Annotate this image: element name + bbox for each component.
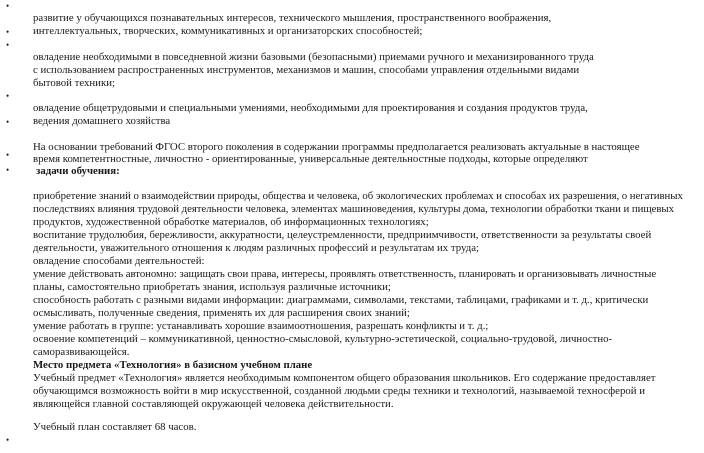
list-item-1-line-1: развитие у обучающихся познавательных интересов, технического мышления, пространственного воображения, <box>33 12 552 24</box>
list-item-2-line-3: бытовой техники; <box>33 77 115 89</box>
task-line: освоение компетенций – коммуникативной, ценностно-смысловой, культурно-эстетической, социально-трудовой, личностно- <box>33 333 613 345</box>
bullet-marker: • <box>6 150 10 160</box>
task-line: планы, самостоятельно приобретать знания, используя различные источники; <box>33 281 391 293</box>
task-line: умение действовать автономно: защищать свои права, интересы, проявлять ответственность, планировать и организовывать личностные <box>33 268 657 280</box>
section-heading: Место предмета «Технология» в базисном учебном плане <box>33 359 313 371</box>
task-line: осмысливать, полученные сведения, применять их для расширения своих знаний; <box>33 307 410 319</box>
task-line: воспитание трудолюбия, бережливости, аккуратности, целеустремленности, предприимчивости, ответственности за результаты своей <box>33 229 652 241</box>
task-line: приобретение знаний о взаимодействии природы, общества и человека, об экологических проблемах и способах их разрешения, о негативных <box>33 190 683 202</box>
intro-line-1: На основании требований ФГОС второго поколения в содержании программы предполагается реализовать актуальные в настоящее <box>33 141 640 153</box>
list-item-2-line-2: с использованием распространенных инструментов, механизмов и машин, способами управления отдельными видами <box>33 64 580 76</box>
section-line-1: Учебный предмет «Технология» является необходимым компонентом общего образования школьников. Его содержание предоставляет <box>33 372 656 384</box>
task-line: саморазвивающейся. <box>33 346 130 358</box>
tasks-label: задачи обучения: <box>36 165 120 177</box>
task-line: овладение способами деятельностей: <box>33 255 205 267</box>
bullet-marker: • <box>6 165 10 175</box>
section-line-2: обучающимся возможность войти в мир искусственной, созданной людьми среды техники и технологий, называемой техносферой и <box>33 385 646 397</box>
task-line: способность работать с разными видами информации: диаграммами, символами, текстами, таблицами, графиками и т. д., критически <box>33 294 649 306</box>
bullet-marker: • <box>6 1 10 11</box>
hours-line: Учебный план составляет 68 часов. <box>33 421 197 433</box>
bullet-marker: • <box>6 40 10 50</box>
bullet-marker: • <box>6 27 10 37</box>
list-item-3-line-2: ведения домашнего хозяйства <box>33 115 171 127</box>
bullet-marker: • <box>6 435 10 445</box>
task-line: последствиях влияния трудовой деятельности человека, элементах машиноведения, культуры дома, технологии обработки ткани и пищевых <box>33 203 674 215</box>
list-item-1-line-2: интеллектуальных, творческих, коммуникативных и организаторских способностей; <box>33 25 423 37</box>
bullet-marker: • <box>6 117 10 127</box>
task-line: продуктов, художественной обработке материалов, об информационных технологиях; <box>33 216 429 228</box>
bullet-marker: • <box>6 91 10 101</box>
section-line-3: являющейся главной составляющей окружающей человека действительности. <box>33 398 394 410</box>
list-item-3-line-1: овладение общетрудовыми и специальными умениями, необходимыми для проектирования и создания продуктов труда, <box>33 102 588 114</box>
task-line: деятельности, уважительного отношения к людям различных профессий и результатам их труда; <box>33 242 480 254</box>
list-item-2-line-1: овладение необходимыми в повседневной жизни базовыми (безопасными) приемами ручного и механизированного труда <box>33 51 594 63</box>
task-line: умение работать в группе: устанавливать хорошие взаимоотношения, разрешать конфликты и т. д.; <box>33 320 489 332</box>
intro-line-2: время компетентностные, личностно - ориентированные, универсальные деятельностные подходы, которые определяют <box>33 153 588 165</box>
